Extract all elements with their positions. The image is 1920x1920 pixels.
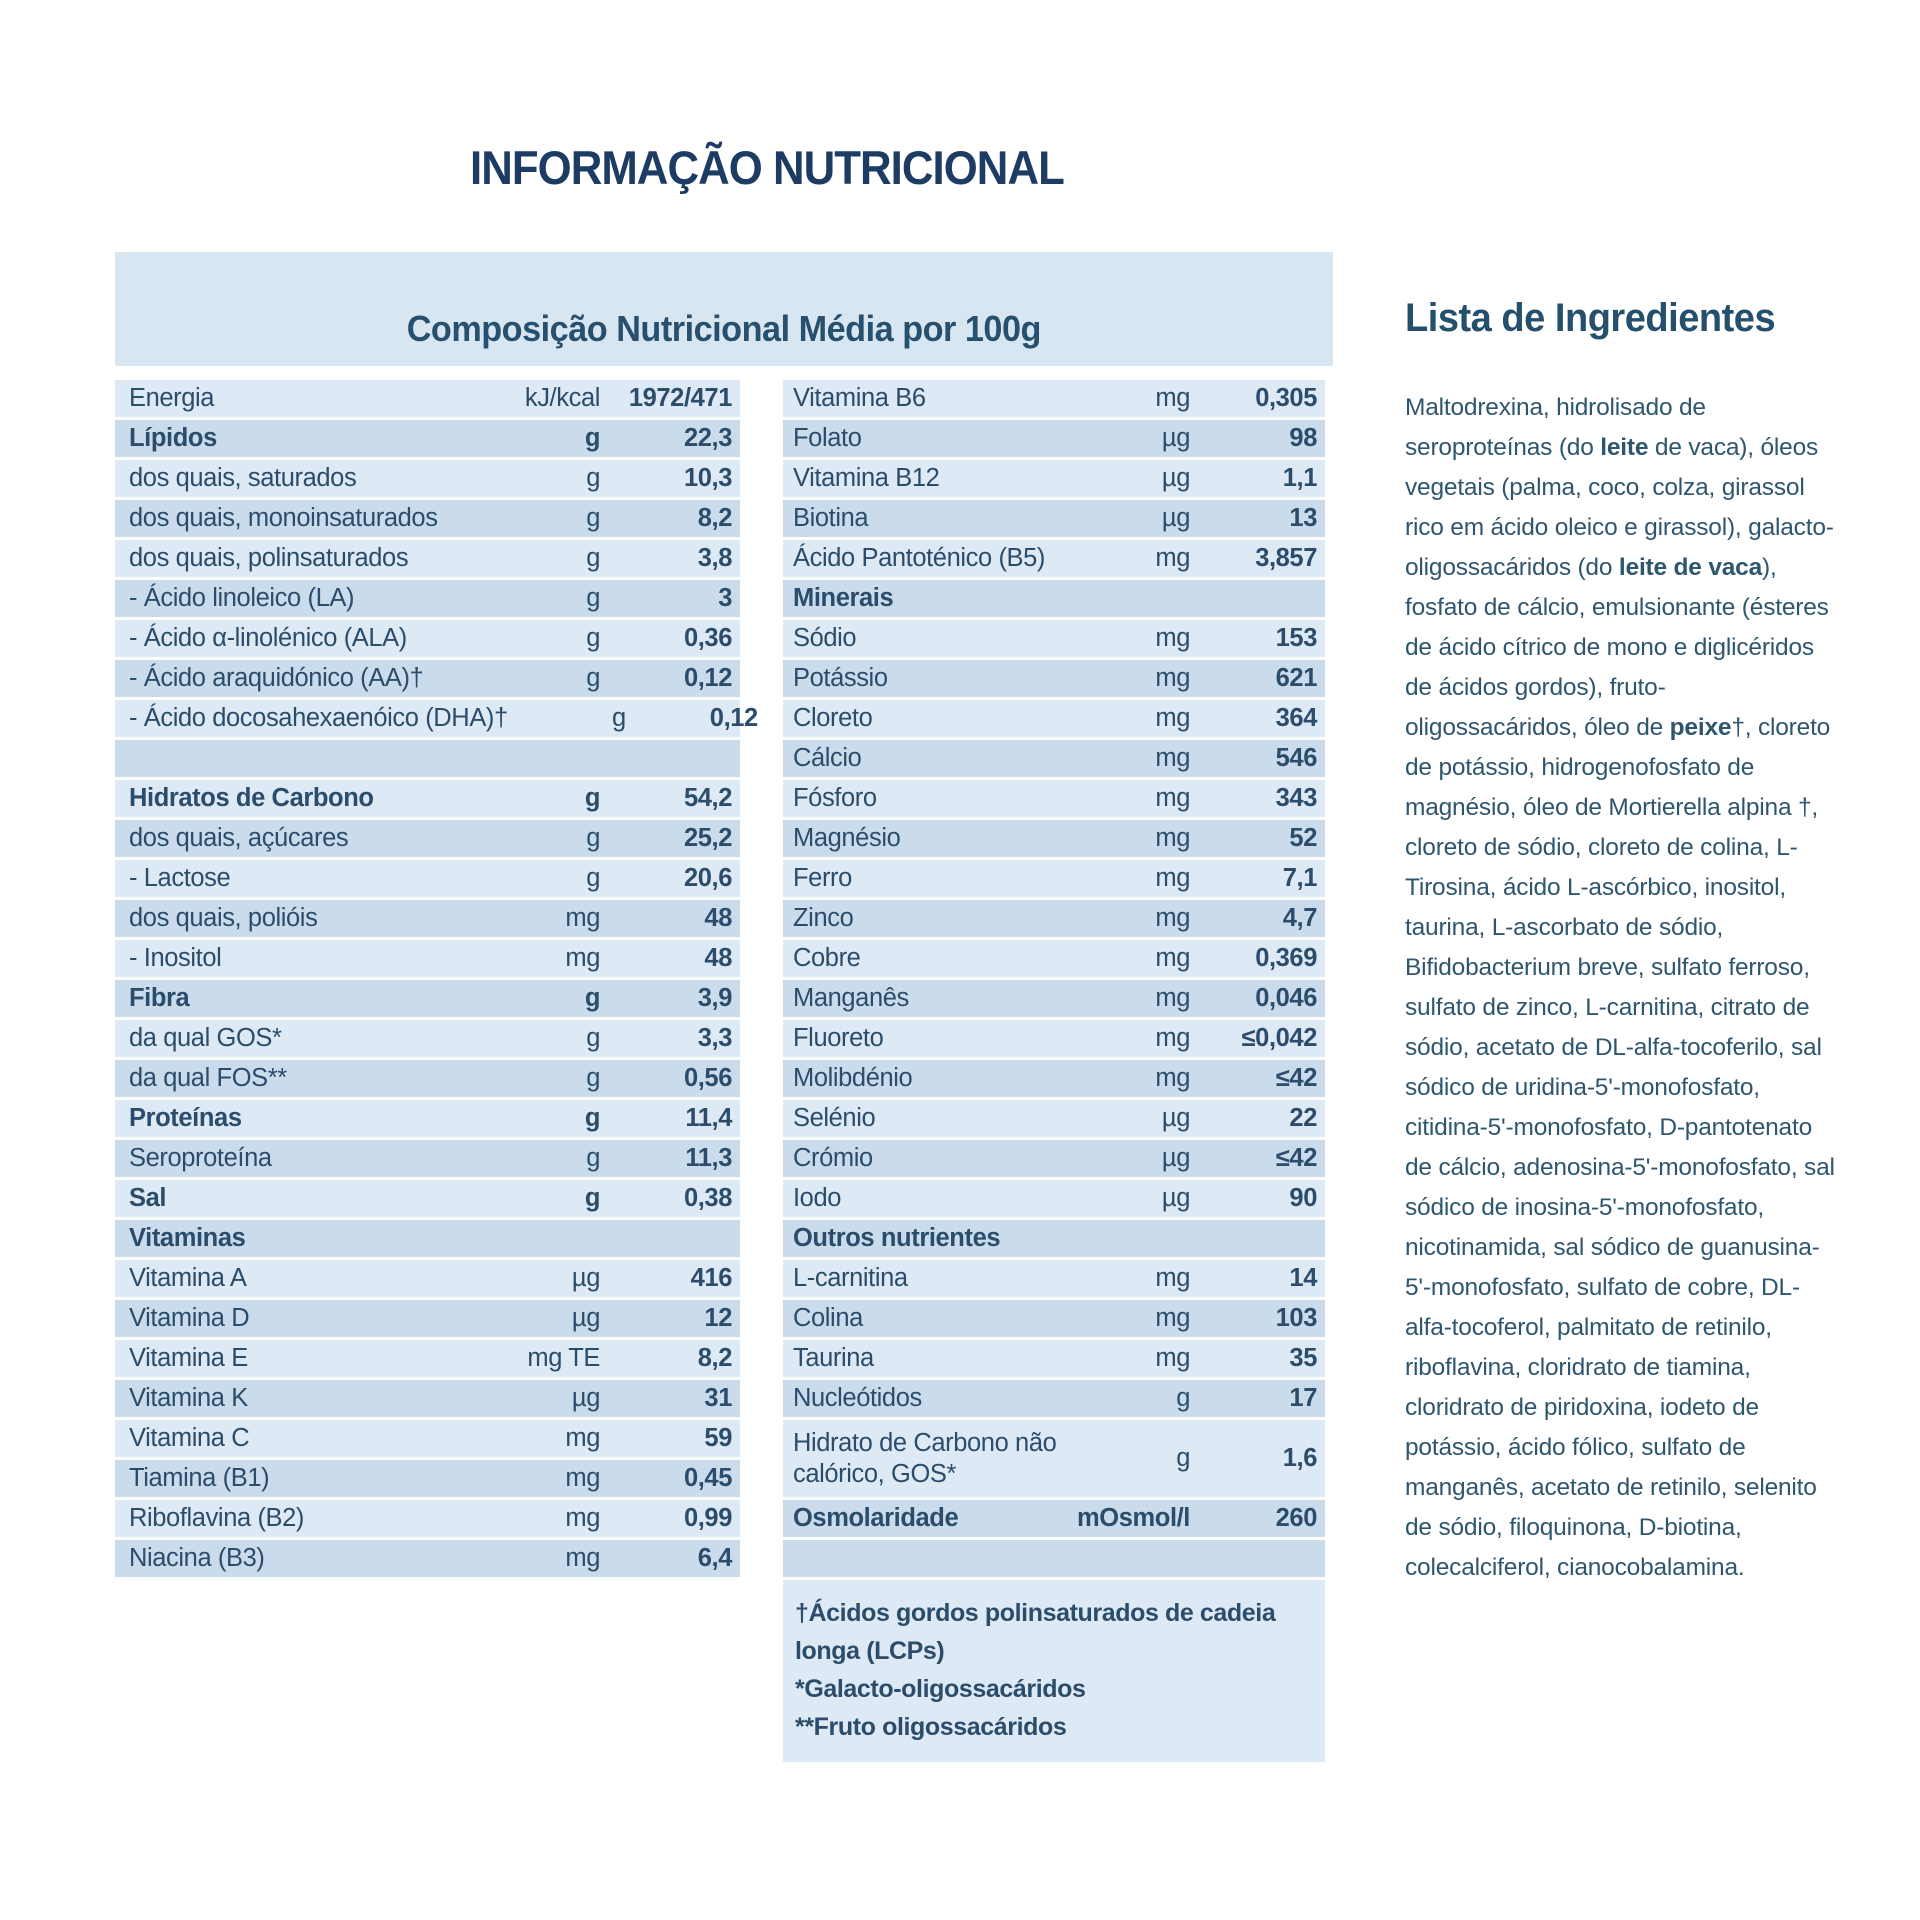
nutrient-unit: g [584,424,600,452]
table-row [783,1380,1325,1417]
table-spacer-row [115,740,740,777]
nutrient-label: Riboflavina (B2) [129,1504,305,1532]
nutrient-value: 22,3 [683,424,732,452]
nutrient-label: Cloreto [793,704,873,732]
nutrient-label: dos quais, açúcares [129,824,349,852]
table-row [115,820,740,857]
nutrient-label: Outros nutrientes [793,1224,1001,1252]
nutrient-label: Vitamina B12 [793,464,940,492]
nutrient-unit: g [584,784,600,812]
nutrient-value: 10,3 [683,464,732,492]
table-row [115,1140,740,1177]
ingredients-title: Lista de Ingredientes [1405,296,1776,340]
ingredient-allergen-text: leite de vaca [1618,554,1763,581]
nutrient-unit: µg [1161,424,1190,452]
nutrient-label: Fósforo [793,784,877,812]
table-row [783,900,1325,937]
nutrient-value: 90 [1289,1184,1317,1212]
table-row [115,500,740,537]
table-row [115,980,740,1017]
nutrient-unit: mg [1155,1304,1190,1332]
nutrient-label: Vitamina C [129,1424,250,1452]
nutrient-value: 0,369 [1255,944,1317,972]
table-row [783,620,1325,657]
nutrient-label: Osmolaridade [793,1504,959,1532]
nutrient-label: Tiamina (B1) [129,1464,270,1492]
nutrient-unit: µg [1161,504,1190,532]
nutrient-value: 1972/471 [628,384,732,412]
nutrient-label: Vitaminas [129,1224,246,1252]
nutrient-unit: g [586,584,600,612]
nutrient-label: - Lactose [129,864,231,892]
footnote: **Fruto oligossacáridos [795,1713,1067,1741]
table-row [115,1500,740,1537]
ingredient-allergen-text: peixe [1669,714,1732,741]
nutrient-label: Fibra [129,984,190,1012]
table-row [115,1540,740,1577]
nutrient-label: Hidratos de Carbono [129,784,374,812]
table-row [115,580,740,617]
nutrient-unit: mg [1155,864,1190,892]
nutrient-value: 52 [1289,824,1317,852]
nutrient-label: Energia [129,384,215,412]
table-row [115,540,740,577]
nutrient-label: Nucleótidos [793,1384,922,1412]
nutrient-value: 48 [704,944,732,972]
nutrient-unit: µg [1161,1184,1190,1212]
table-row [783,1140,1325,1177]
nutrient-label: - Inositol [129,944,222,972]
nutrient-unit: mg [1155,904,1190,932]
table-row [115,1340,740,1377]
footnote: *Galacto-oligossacáridos [795,1675,1086,1703]
nutrient-label: Sódio [793,624,857,652]
nutrient-unit: mg [565,1504,600,1532]
table-row [783,1300,1325,1337]
page-title: INFORMAÇÃO NUTRICIONAL [470,141,1064,194]
nutrient-label: Niacina (B3) [129,1544,265,1572]
table-row [783,820,1325,857]
ingredient-text: †, cloreto de potássio, hidrogenofosfato de magnésio, óleo de Mortierella alpina †, cloreto de sódio, cloreto de colina, L-Tirosina, ácido L-ascórbico, inositol, taurina, L-ascorbato de sódio, Bifidobacterium breve, sulfato ferroso, sulfato de zinco, L-carnitina, citrato de sódio, acetato de DL-alfa-tocoferilo, sal sódico de uridina-5'-monofosfato, citidina-5'-monofosfato, D-pantotenato de cálcio, adenosina-5'-monofosfato, sal sódico de inosina-5'-monofosfato, nicotinamida, sal sódico de guanusina-5'-monofosfato, sulfato de cobre, DL-alfa-tocoferol, palmitato de retinilo, riboflavina, cloridrato de tiamina, cloridrato de piridoxina, iodeto de potássio, ácido fólico, sulfato de manganês, acetato de retinilo, selenito de sódio, filoquinona, D-biotina, colecalciferol, cianocobalamina. [1405,714,1835,1581]
nutrient-value: 17 [1289,1384,1317,1412]
nutrient-unit: µg [1161,1144,1190,1172]
nutrient-value: 11,3 [685,1144,732,1172]
nutrient-value: 14 [1289,1264,1317,1292]
nutrient-value: 343 [1275,784,1317,812]
nutrient-label: Ácido Pantoténico (B5) [793,544,1046,572]
nutrient-unit: g [584,984,600,1012]
nutrient-label: Proteínas [129,1104,242,1132]
table-row [783,500,1325,537]
nutrient-value: 48 [704,904,732,932]
nutrient-unit: mg [1155,544,1190,572]
nutrient-label: Hidrato de Carbono não calórico, GOS* [793,1428,1057,1488]
nutrient-unit: mg TE [527,1344,600,1372]
ingredient-allergen-text: leite [1600,434,1649,461]
table-row [115,420,740,457]
table-row [783,740,1325,777]
table-row [115,1420,740,1457]
nutrient-unit: mg [1155,1264,1190,1292]
nutrient-label: Biotina [793,504,869,532]
nutrient-unit: mg [565,1464,600,1492]
nutrient-label: dos quais, polinsaturados [129,544,409,572]
nutrient-unit: mg [1155,664,1190,692]
table-row [783,420,1325,457]
table-row [115,1260,740,1297]
table-row [115,1180,740,1217]
table-row [783,980,1325,1017]
nutrient-label: Vitamina D [129,1304,250,1332]
nutrient-label: - Ácido α-linolénico (ALA) [129,624,407,652]
nutrient-unit: g [586,464,600,492]
nutrient-value: 0,38 [683,1184,732,1212]
footnote: †Ácidos gordos polinsaturados de cadeia longa (LCPs) [795,1599,1276,1665]
nutrient-value: 1,6 [1282,1444,1317,1472]
table-row [783,580,1325,617]
table-row [783,660,1325,697]
nutrient-label: dos quais, saturados [129,464,357,492]
nutrient-value: 1,1 [1282,464,1317,492]
nutrient-value: 59 [704,1424,732,1452]
table-row [115,860,740,897]
nutrient-unit: g [586,544,600,572]
nutrition-table-header [115,252,1333,366]
nutrient-unit: µg [1161,1104,1190,1132]
table-row [115,380,740,417]
table-row [783,1100,1325,1137]
nutrient-label: L-carnitina [793,1264,908,1292]
nutrient-unit: g [584,1104,600,1132]
nutrient-unit: mg [1155,824,1190,852]
table-row [115,1460,740,1497]
nutrient-label: Zinco [793,904,854,932]
nutrient-unit: g [586,864,600,892]
nutrient-value: 98 [1289,424,1317,452]
table-row [115,900,740,937]
nutrient-label: da qual GOS* [129,1024,282,1052]
nutrient-unit: kJ/kcal [524,384,600,412]
nutrient-unit: g [586,664,600,692]
nutrient-unit: g [586,1064,600,1092]
nutrient-unit: mg [1155,1344,1190,1372]
nutrient-value: 364 [1275,704,1317,732]
nutrient-value: 6,4 [697,1544,732,1572]
nutrient-value: 0,99 [683,1504,732,1532]
nutrient-unit: mg [565,1424,600,1452]
nutrient-value: 3 [718,584,732,612]
nutrition-table-left-column [115,380,758,1580]
nutrient-value: 153 [1275,624,1317,652]
nutrient-label: Crómio [793,1144,873,1172]
nutrient-value: 3,3 [697,1024,732,1052]
nutrient-value: 546 [1275,744,1317,772]
nutrient-label: Folato [793,424,862,452]
table-row [783,860,1325,897]
nutrient-label: dos quais, monoinsaturados [129,504,438,532]
nutrient-unit: g [1176,1384,1190,1412]
table-row [115,940,740,977]
nutrient-label: Selénio [793,1104,876,1132]
nutrient-label: Fluoreto [793,1024,884,1052]
ingredient-text: Maltodrexina, hidrolisado de seroproteínas (do [1405,394,1706,461]
table-row [115,1380,740,1417]
nutrient-unit: g [1176,1444,1190,1472]
nutrient-value: 103 [1275,1304,1317,1332]
nutrient-value: 35 [1289,1344,1317,1372]
nutrient-unit: mg [565,904,600,932]
table-row [783,1340,1325,1377]
nutrient-value: 3,9 [697,984,732,1012]
nutrient-unit: g [586,824,600,852]
table-row [783,940,1325,977]
nutrient-unit: mg [1155,744,1190,772]
nutrient-value: 54,2 [683,784,732,812]
nutrient-unit: mOsmol/l [1077,1504,1190,1532]
table-row [115,780,740,817]
table-row [783,700,1325,737]
nutrient-unit: µg [571,1264,600,1292]
nutrient-unit: mg [1155,944,1190,972]
ingredient-text: ), fosfato de cálcio, emulsionante (ésteres de ácido cítrico de mono e diglicéridos de ácidos gordos), fruto-oligossacáridos, óleo de [1405,554,1829,741]
nutrient-unit: mg [1155,984,1190,1012]
nutrient-unit: mg [1155,1024,1190,1052]
nutrient-value: 0,36 [683,624,732,652]
nutrient-label: Vitamina B6 [793,384,926,412]
table-footnotes [783,1540,1325,1762]
nutrient-value: 11,4 [685,1104,732,1132]
nutrient-label: Sal [129,1184,167,1212]
nutrient-label: Vitamina E [129,1344,248,1372]
nutrient-value: 260 [1275,1504,1317,1532]
nutrient-unit: g [586,504,600,532]
nutrient-value: 22 [1289,1104,1317,1132]
nutrient-value: 0,56 [683,1064,732,1092]
nutrient-unit: µg [571,1304,600,1332]
nutrient-label: Manganês [793,984,909,1012]
nutrient-unit: mg [565,1544,600,1572]
nutrient-label: - Ácido linoleico (LA) [129,584,355,612]
table-row [783,460,1325,497]
table-row [783,1500,1325,1537]
nutrient-value: ≤42 [1275,1144,1317,1172]
nutrient-unit: g [584,1184,600,1212]
nutrient-value: 31 [704,1384,732,1412]
table-row [783,1060,1325,1097]
nutrient-value: 0,305 [1255,384,1317,412]
nutrient-unit: g [586,1144,600,1172]
nutrient-label: - Ácido araquidónico (AA)† [129,664,424,692]
nutrient-label: Seroproteína [129,1144,272,1172]
nutrient-label: Cobre [793,944,861,972]
nutrition-table-right-column [783,380,1325,1540]
nutrient-value: 12 [704,1304,732,1332]
nutrient-unit: µg [571,1384,600,1412]
nutrient-unit: g [586,624,600,652]
nutrient-unit: mg [1155,624,1190,652]
nutrient-unit: mg [1155,704,1190,732]
nutrient-unit: µg [1161,464,1190,492]
nutrient-value: 8,2 [697,1344,732,1372]
nutrient-value: 20,6 [683,864,732,892]
table-row [115,1020,740,1057]
table-row [783,1180,1325,1217]
table-row [783,540,1325,577]
nutrient-value: 3,857 [1255,544,1317,572]
nutrient-label: Vitamina A [129,1264,247,1292]
nutrient-value: ≤0,042 [1241,1024,1317,1052]
table-row [115,1100,740,1137]
table-row [783,380,1325,417]
nutrient-unit: g [612,704,626,732]
nutrient-label: - Ácido docosahexaenóico (DHA)† [129,704,508,732]
nutrient-value: 0,12 [709,704,758,732]
table-row [115,1300,740,1337]
nutrient-label: Iodo [793,1184,842,1212]
nutrient-value: 8,2 [697,504,732,532]
ingredient-text: de vaca), óleos vegetais (palma, coco, colza, girassol rico em ácido oleico e girassol), galacto-oligossacáridos (do [1405,434,1834,581]
nutrient-label: dos quais, polióis [129,904,318,932]
nutrient-value: 3,8 [697,544,732,572]
nutrient-unit: mg [1155,784,1190,812]
nutrient-label: Molibdénio [793,1064,913,1092]
nutrient-value: 7,1 [1282,864,1317,892]
nutrient-label: da qual FOS** [129,1064,287,1092]
nutrient-label: Ferro [793,864,852,892]
table-row [115,660,740,697]
nutrient-label: Taurina [793,1344,874,1372]
nutrient-unit: mg [565,944,600,972]
nutrient-label: Colina [793,1304,863,1332]
table-spacer-row [783,1540,1325,1577]
nutrient-value: 416 [690,1264,732,1292]
table-row [115,1060,740,1097]
table-row [783,780,1325,817]
table-row [115,460,740,497]
table-title: Composição Nutricional Média por 100g [406,308,1042,349]
nutrient-value: 13 [1289,504,1317,532]
table-row [783,1260,1325,1297]
nutrient-label: Vitamina K [129,1384,248,1412]
footnote-list [783,1580,1325,1762]
nutrient-label: Cálcio [793,744,862,772]
table-row [783,1420,1325,1497]
nutrient-unit: g [586,1024,600,1052]
nutrient-value: 0,45 [683,1464,732,1492]
table-row [115,1220,740,1257]
table-row [783,1220,1325,1257]
nutrient-value: ≤42 [1275,1064,1317,1092]
nutrient-label: Lípidos [129,424,217,452]
table-row [783,1020,1325,1057]
nutrient-label: Magnésio [793,824,901,852]
nutrient-label: Minerais [793,584,894,612]
nutrient-value: 0,12 [683,664,732,692]
nutrient-value: 4,7 [1282,904,1317,932]
table-row [115,620,740,657]
nutrient-unit: mg [1155,384,1190,412]
nutrient-label: Potássio [793,664,888,692]
nutrient-value: 25,2 [683,824,732,852]
nutrient-value: 0,046 [1255,984,1317,1012]
nutrient-value: 621 [1275,664,1317,692]
nutrient-unit: mg [1155,1064,1190,1092]
ingredients-paragraph [1405,388,1835,1588]
table-row [115,700,758,737]
